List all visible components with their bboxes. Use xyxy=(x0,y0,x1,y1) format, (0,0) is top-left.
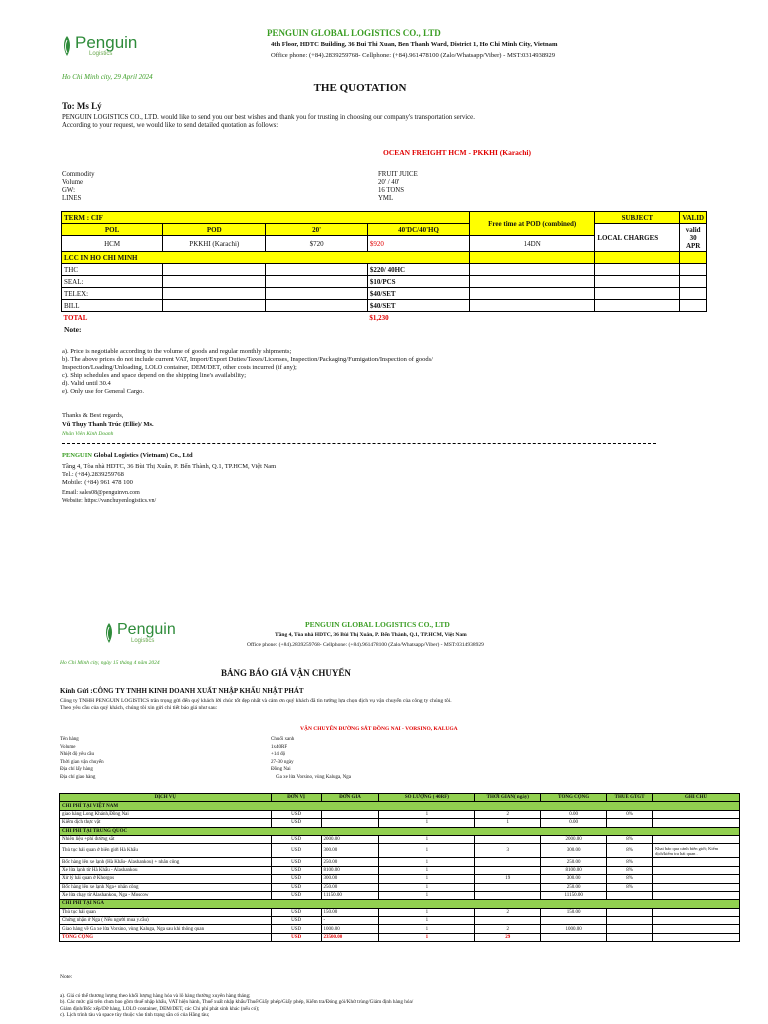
charge-label: SEAL: xyxy=(62,276,163,288)
sig-company: Global Logistics (Vietnam) Co., Ltd xyxy=(91,452,193,459)
valid-value: valid 30 APR xyxy=(680,224,707,252)
company-name: PENGUIN GLOBAL LOGISTICS CO., LTD xyxy=(305,620,450,629)
signer-role: Nhân Viên Kinh Doanh xyxy=(62,431,114,437)
info-value: +14 độ xyxy=(271,752,286,758)
sig-brand: PENGUIN xyxy=(62,452,92,459)
quote-recipient: To: Ms Lý xyxy=(62,101,102,111)
freight-table xyxy=(61,211,707,323)
quote-title: THE QUOTATION xyxy=(313,82,407,94)
note-item: Giám định/Bốc xếp/Dỡ hàng, LOLO container, DEM/DET, các Chi phí phát sinh khác (nếu có); xyxy=(60,1005,260,1012)
penguin-leaf-icon xyxy=(62,35,72,57)
intro-1: PENGUIN LOGISTICS CO., LTD. would like to send you our best wishes and thank you for trusting in choosing our company's transportation service. xyxy=(62,114,475,121)
info-label: Thời gian vận chuyển xyxy=(60,759,104,765)
quote-date: Ho Chi Minh city, ngày 15 tháng 4 năm 2024 xyxy=(60,660,160,666)
table-row: Thủ tục hải quan USD 150.00 1 2 150.00 xyxy=(60,908,740,916)
notes-list xyxy=(62,348,433,396)
logo-name: Penguin xyxy=(117,621,176,638)
table-row: Xử lý hải quan ở Khorgos USD 300.00 1 19 300.00 8% xyxy=(60,875,740,883)
company-address: Tầng 4, Tòa nhà HDTC, 36 Bùi Thị Xuân, P. Bến Thành, Q.1, TP.HCM, Việt Nam xyxy=(275,632,467,638)
info-value: 20' / 40' xyxy=(378,179,400,186)
col-unit: ĐƠN VỊ xyxy=(271,794,321,802)
note-item: Inspection/Loading/Unloading, LOLO container, DEM/DET, other costs incurred (if any); xyxy=(62,364,297,371)
sig-website: Website: https://vanchuyenlogistics.vn/ xyxy=(62,498,157,504)
company-name: PENGUIN GLOBAL LOGISTICS CO., LTD xyxy=(267,28,441,38)
note-item: a). Price is negotiable according to the volume of goods and regular monthly shipments; xyxy=(62,348,292,355)
logo-name: Penguin xyxy=(75,33,138,52)
note-item: b). The above prices do not include current VAT, Import/Export Duties/Taxes/Licenses, Inspection/Packaging/Fumigation/Inspection of goods/ xyxy=(62,356,433,363)
info-label: Volume xyxy=(62,179,84,186)
info-value: 1x40RF xyxy=(271,744,288,750)
regards: Thanks & Best regards, xyxy=(62,412,124,419)
info-label: Volume xyxy=(60,744,76,750)
signature-block xyxy=(62,452,276,505)
table-row: Bốc hàng lên xe lạnh Nga+ nhân công USD 250.00 1 250.00 8% xyxy=(60,883,740,891)
penguin-logo xyxy=(104,622,176,644)
note-item: d). Valid until 30.4 xyxy=(62,380,111,387)
info-label: Nhiệt độ yêu cầu xyxy=(60,752,95,758)
total-row: TỔNG CỘNG USD 23500.00 1 29 xyxy=(60,933,740,941)
info-label: Tên hàng xyxy=(60,737,79,742)
charge-value: $10/PCS xyxy=(367,276,469,288)
notes-list xyxy=(60,993,413,1019)
40ft-value: $920 xyxy=(367,236,469,252)
note-item: a). Giá có thể thương lượng theo khối lượng hàng hóa và lô hàng thường xuyên hàng tháng; xyxy=(60,993,251,999)
route-title: VẬN CHUYỂN ĐƯỜNG SẮT ĐỒNG NAI - VORSINO, KALUGA xyxy=(300,726,458,732)
intro-2: Theo yêu cầu của quý khách, chúng tôi xin gửi chi tiết báo giá như sau: xyxy=(60,705,218,711)
charge-label: THC xyxy=(62,264,163,276)
section-china: CHI PHÍ TẠI TRUNG QUỐC xyxy=(60,827,740,835)
info-label: GW: xyxy=(62,187,75,194)
charge-value: $40/SET xyxy=(367,300,469,312)
table-row: Thủ tục hải quan ở biên giới Hà Khẩu USD 300.00 1 3 300.00 8% Khai báo qua cảnh biên giới; Kiểm dịch/kiểm tra hải quan . xyxy=(60,844,740,858)
note-item: c). Ship schedules and space depend on the shipping line's availability; xyxy=(62,372,247,379)
signer-name: Vũ Thụy Thanh Trúc (Ellie)/ Ms. xyxy=(62,421,154,428)
col-time: THỜI GIAN( ngày) xyxy=(475,794,541,802)
subject-value: LOCAL CHARGES xyxy=(595,224,680,252)
company-phone: Office phone: (+84).2839259768- Cellphone: (+84).961478100 (Zalo/Whatsapp/Viber) - MST:0314938929 xyxy=(247,642,484,648)
table-row: Bốc hàng lên xe lạnh (Hà Khẩu- Alashankou) + nhân công USD 250.00 1 250.00 8% xyxy=(60,858,740,866)
logo-sub: Logistics xyxy=(131,638,155,644)
lcc-header: LCC IN HO CHI MINH xyxy=(62,252,470,264)
penguin-logo xyxy=(62,34,137,57)
table-row: Nhiên liệu +phí đường sắt USD 2000.00 1 2000.00 8% xyxy=(60,835,740,843)
pol-header: POL xyxy=(62,224,163,236)
free-time-header: Free time at POD (combined) xyxy=(470,212,595,236)
col-note: GHI CHÚ xyxy=(653,794,740,802)
service-table xyxy=(59,793,740,942)
total-value: $1,230 xyxy=(369,313,389,322)
note-heading: Note: xyxy=(64,325,82,334)
col-total: TỔNG CỘNG xyxy=(541,794,607,802)
pod-value: PKKHI (Karachi) xyxy=(163,236,266,252)
info-value: 27-30 ngày xyxy=(271,759,294,765)
info-value: YML xyxy=(378,195,394,202)
table-row: Xe lửa chạy từ Alashankou, Nga - Moscow USD 11150.00 1 11150.00 xyxy=(60,891,740,899)
table-row: giao hàng Long Khánh,Đồng Nai USD 1 2 0.00 0% xyxy=(60,810,740,818)
subject-header: SUBJECT xyxy=(595,212,680,224)
note-item: b). Các mức giá trên chưa bao gồm thuế nhập khẩu, VAT hiện hành, Thuế xuất nhập khẩu/Thuế/Giấy phép/Giấy phép, Kiểm tra/Đóng gói/Khử trùng/Giám định hàng hóa/ xyxy=(60,999,414,1006)
table-row: Kiểm dịch thực vật USD 1 1 0.00 xyxy=(60,819,740,827)
note-heading: Note: xyxy=(60,974,73,980)
shipment-info xyxy=(60,736,351,782)
charge-label: TELEX: xyxy=(62,288,163,300)
intro-1: Công ty TNHH PENGUIN LOGISTICS trân trọng gửi đến quý khách lời chúc tốt đẹp nhất và cảm ơn quý khách đã tin tưởng lựa chọn dịch vụ vận chuyển của công ty chúng tôi. xyxy=(60,698,452,704)
note-item: e). Only use for General Cargo. xyxy=(62,388,145,395)
quote-title: BẢNG BÁO GIÁ VẬN CHUYỂN xyxy=(221,668,351,678)
pol-value: HCM xyxy=(62,236,163,252)
charge-value: $40/SET xyxy=(367,288,469,300)
charge-value: $220/ 40HC xyxy=(367,264,469,276)
term-cell: TERM : CIF xyxy=(62,212,470,224)
section-vietnam: CHI PHÍ TẠI VIỆT NAM xyxy=(60,802,740,810)
sig-tel: Tel.: (+84).2839259768 xyxy=(62,471,124,478)
sig-email: Email: sales08@penguinvn.com xyxy=(62,490,140,496)
info-label: Địa chỉ lấy hàng xyxy=(60,767,93,773)
col-qty: SỐ LƯỢNG ( 40RF) xyxy=(379,794,475,802)
sig-mobile: Mobile: (+84) 961 478 100 xyxy=(62,479,133,486)
col-vat: THUẾ GTGT xyxy=(607,794,653,802)
intro-2: According to your request, we would like to send detailed quotation as follows: xyxy=(62,122,279,129)
table-row: Giao hàng về Ga xe lửa Vorsino, vùng Kaluga, Nga sau khi thông quan USD 1000.00 1 2 1000.00 xyxy=(60,925,740,933)
info-value: FRUIT JUICE xyxy=(378,171,418,178)
20ft-header: 20' xyxy=(266,224,367,236)
penguin-leaf-icon xyxy=(104,622,114,644)
info-label: Địa chỉ giao hàng xyxy=(60,774,96,780)
charge-label: BILL xyxy=(62,300,163,312)
info-label: LINES xyxy=(62,195,82,202)
table-row: Xe lửa lạnh từ Hà Khẩu - Alashankou USD 8100.00 1 8100.00 8% xyxy=(60,866,740,874)
valid-header: VALID xyxy=(680,212,707,224)
quote-recipient: Kính Gửi :CÔNG TY TNHH KINH DOANH XUẤT NHẬP KHẨU NHẬT PHÁT xyxy=(60,687,304,695)
note-item: c). Lịch trình tàu và space tùy thuộc vào tình trạng sẵn có của Hãng tàu; xyxy=(60,1012,210,1019)
info-value: Chuối xanh xyxy=(271,737,295,742)
col-service: DỊCH VỤ xyxy=(60,794,272,802)
company-phone: Office phone: (+84).2839259768- Cellphone: (+84).961478100 (Zalo/Whatsapp/Viber) - MST:0314938929 xyxy=(271,52,556,59)
table-row: Chứng nhận ở Nga ( Nếu người mua y.cầu) USD - 1 xyxy=(60,917,740,925)
company-address: 4th Floor, HDTC Building, 36 Bui Thi Xuan, Ben Thanh Ward, District 1, Ho Chi Minh City, Vietnam xyxy=(271,41,558,48)
40ft-header: 40'DC/40'HQ xyxy=(367,224,469,236)
info-value: Đồng Nai xyxy=(271,767,291,773)
info-label: Commodity xyxy=(62,171,95,178)
quote-date: Ho Chi Minh city, 29 April 2024 xyxy=(62,73,153,81)
logo-sub: Logistics xyxy=(89,51,113,57)
route-title: OCEAN FREIGHT HCM - PKKHI (Karachi) xyxy=(383,148,531,157)
info-value: Ga xe lửa Vorsino, vùng Kaluga, Nga xyxy=(276,774,352,780)
free-time-value: 14DN xyxy=(470,236,595,252)
divider xyxy=(62,443,656,444)
20ft-value: $720 xyxy=(266,236,367,252)
sig-address: Tầng 4, Tòa nhà HDTC, 36 Bùi Thị Xuân, P. Bến Thành, Q.1, TP.HCM, Việt Nam xyxy=(62,463,277,470)
total-label: TOTAL xyxy=(63,313,88,322)
pod-header: POD xyxy=(163,224,266,236)
section-russia: CHI PHÍ TẠI NGA xyxy=(60,900,740,908)
col-price: ĐƠN GIÁ xyxy=(321,794,379,802)
info-value: 16 TONS xyxy=(378,187,404,194)
shipment-info xyxy=(62,171,418,203)
